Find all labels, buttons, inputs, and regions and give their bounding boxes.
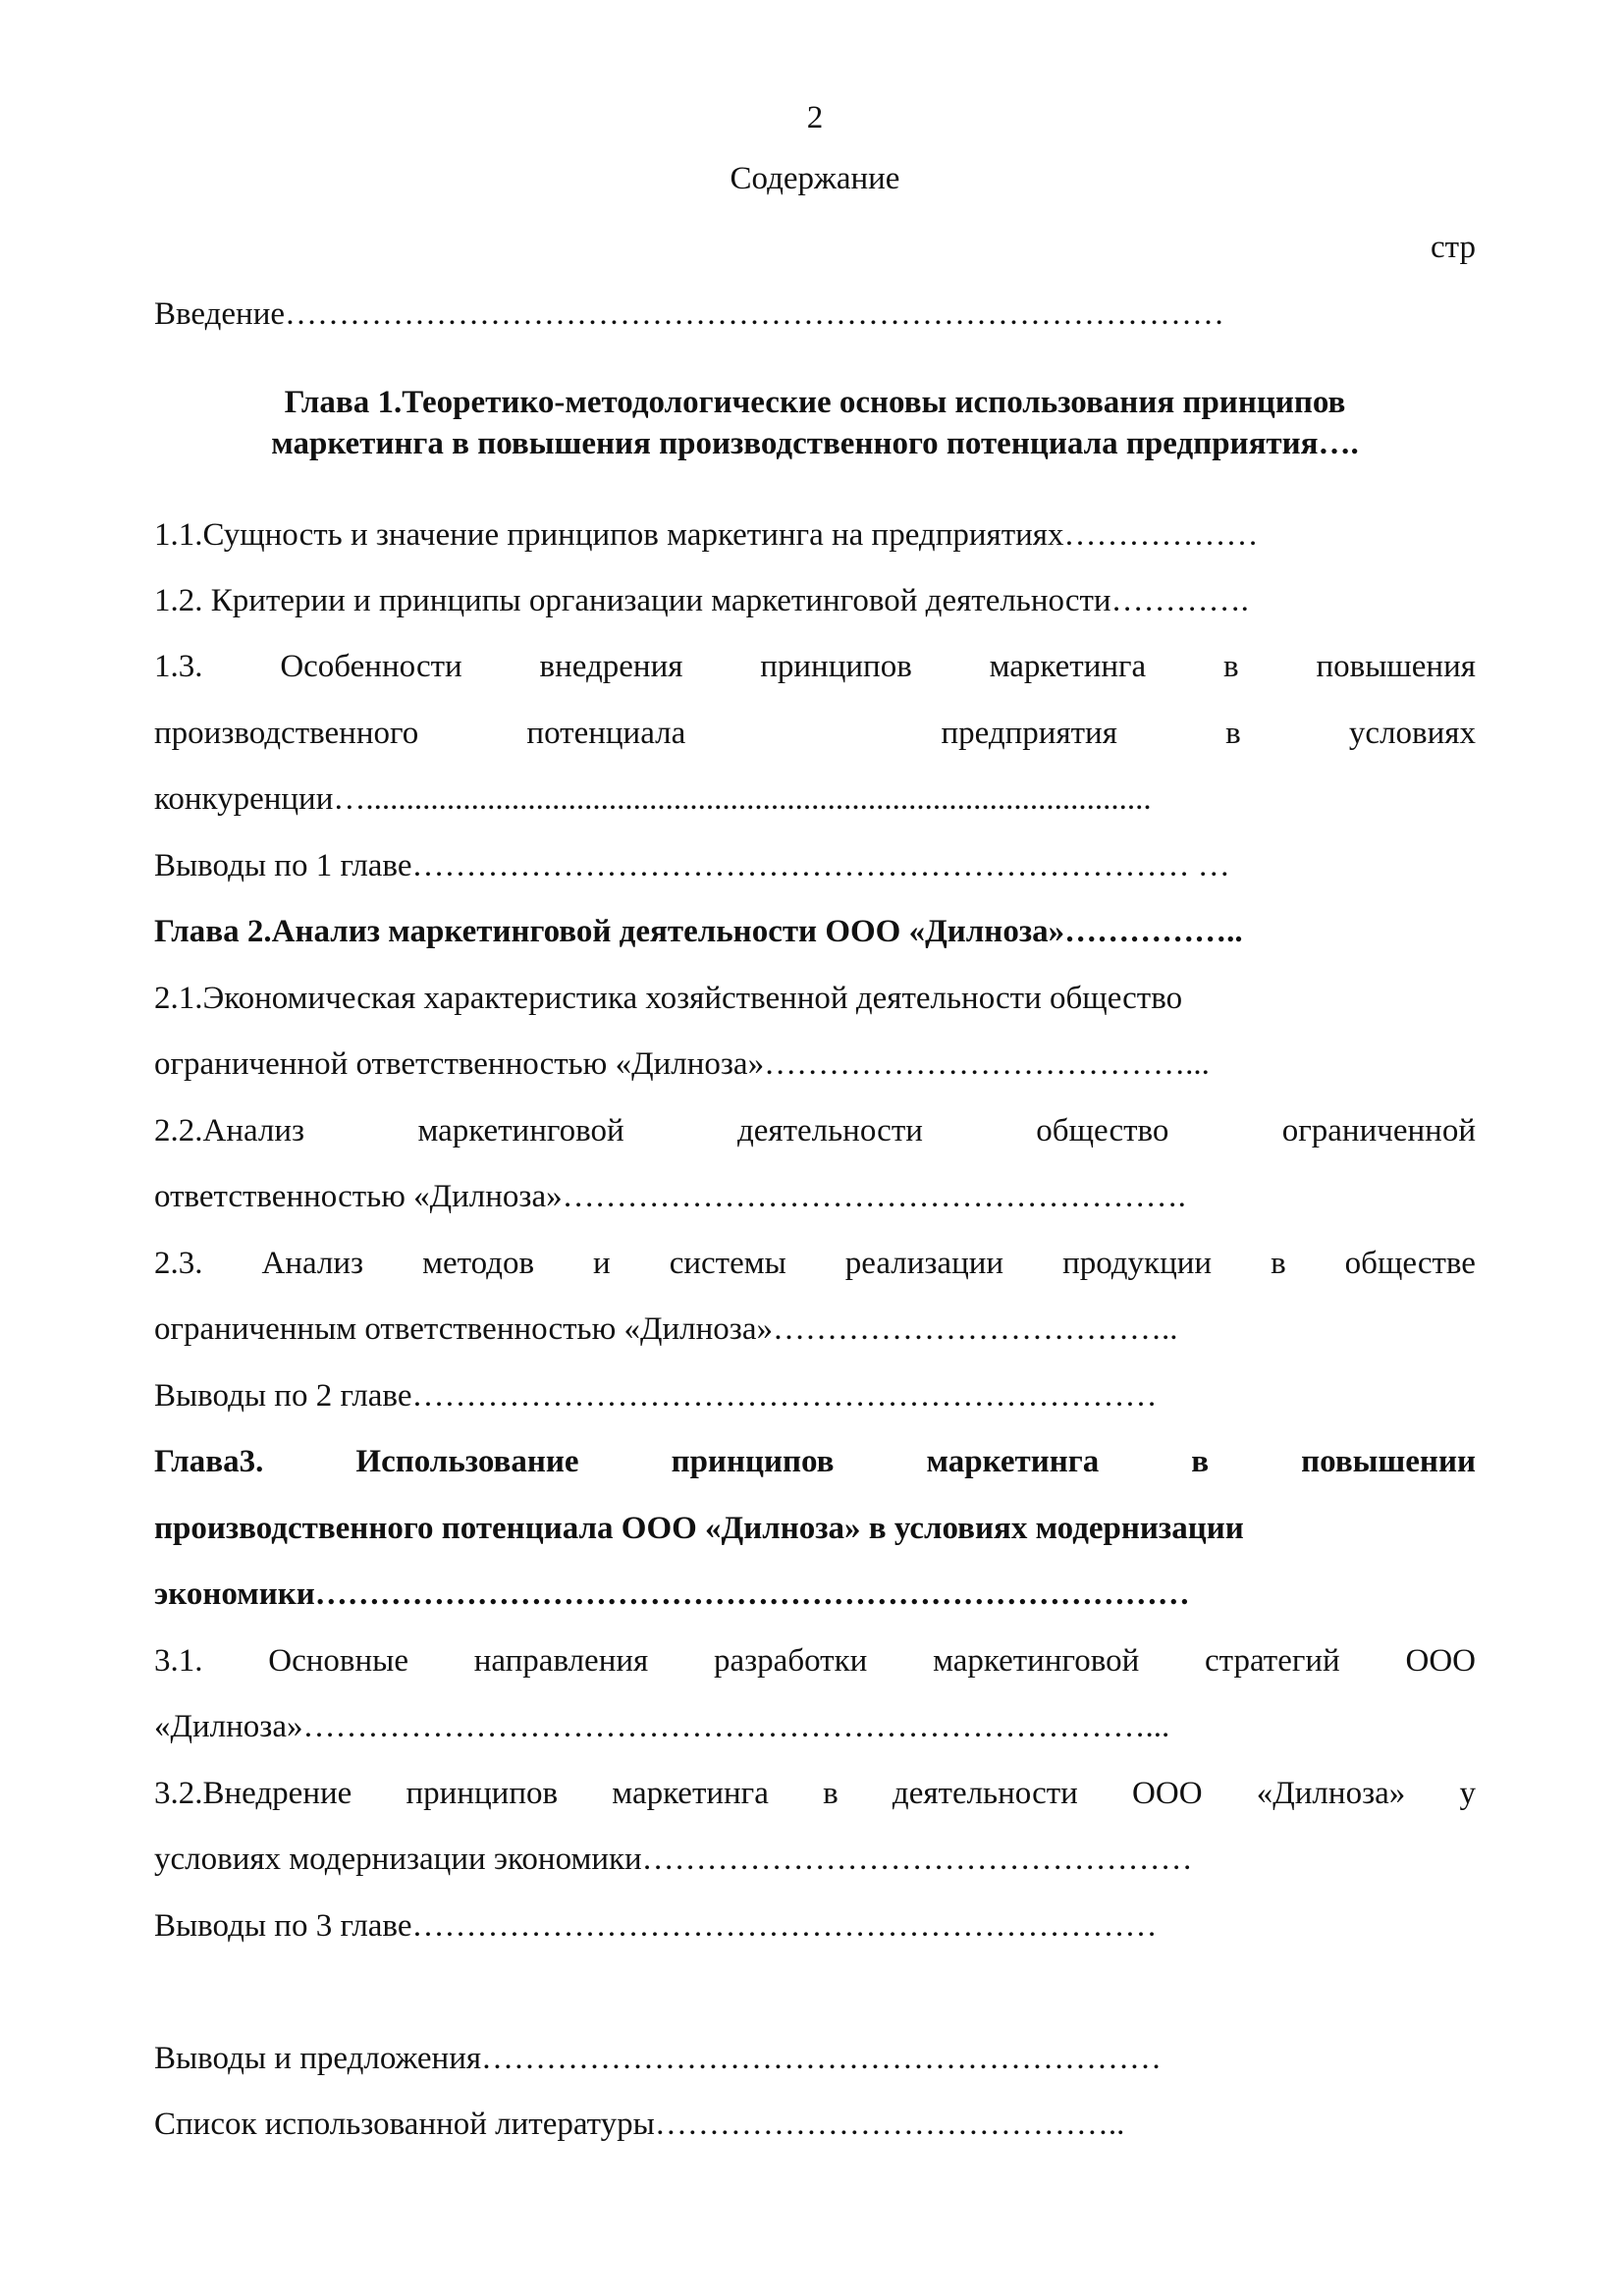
toc-section-2-3-line-2: ограниченным ответственностью «Дилноза»……………………………….. [154,1311,1178,1347]
toc-section-3-1-line-2: «Дилноза»……………………………………………………………………... [154,1709,1170,1744]
toc-word: 3.1. [154,1643,203,1679]
toc-word: и [593,1246,611,1281]
toc-word: Основные [268,1643,408,1679]
toc-word: в [1223,649,1239,684]
toc-word: в [1225,716,1241,751]
toc-word: маркетинга [989,649,1147,684]
toc-section-2-1-line-1: 2.1.Экономическая характеристика хозяйственной деятельности общество [154,981,1183,1016]
toc-word: в [823,1776,839,1811]
toc-section-2-1-line-2: ограниченной ответственностью «Дилноза»…………………………………... [154,1046,1210,1082]
toc-chapter-3-line-1 [154,1442,1476,1481]
toc-chapter-2: Глава 2.Анализ маркетинговой деятельности ООО «Дилноза»…………….. [154,914,1243,949]
toc-entry-references: Список использованной литературы…………………………………….. [154,2107,1125,2142]
toc-word: 1.3. [154,649,203,684]
toc-chapter-3-line-2: производственного потенциала ООО «Дилноза» в условиях модернизации [154,1511,1244,1546]
toc-chapter-1-line-2: маркетинга в повышения производственного потенциала предприятия…. [271,426,1359,461]
toc-word: ООО [1405,1643,1476,1679]
toc-conclusions-chapter-1: Выводы по 1 главе……………………………………………………………… … [154,848,1230,883]
page-column-label: стр [1431,230,1476,265]
toc-conclusions-chapter-2: Выводы по 2 главе…………………………………………………………… [154,1378,1158,1414]
page-number: 2 [806,100,824,135]
toc-word: Анализ [261,1246,364,1281]
toc-word: продукции [1062,1246,1213,1281]
toc-word: ООО [1132,1776,1203,1811]
toc-word: направления [473,1643,649,1679]
toc-word: условиях [1348,716,1476,751]
toc-word: принципов [406,1776,559,1811]
toc-word: деятельности [892,1776,1078,1811]
toc-word: принципов [760,649,912,684]
toc-chapter-3-line-3: экономики……………………………………………………………………… [154,1576,1190,1612]
toc-entry-conclusions-and-proposals: Выводы и предложения……………………………………………………… [154,2041,1163,2076]
toc-section-3-2-line-1 [154,1774,1476,1813]
toc-word: у [1459,1776,1476,1811]
toc-word: стратегий [1205,1643,1340,1679]
toc-word: 3.2.Внедрение [154,1776,352,1811]
toc-word: в [1271,1246,1286,1281]
toc-section-2-2-line-2: ответственностью «Дилноза»…………………………………………………. [154,1179,1186,1214]
toc-entry-introduction: Введение…………………………………………………………………………… [154,296,1225,332]
toc-word: общество [1036,1113,1169,1148]
toc-section-1-2: 1.2. Критерии и принципы организации маркетинговой деятельности…………. [154,583,1249,618]
toc-word: «Дилноза» [1256,1776,1406,1811]
toc-word: внедрения [539,649,683,684]
toc-section-1-3-line-1 [154,647,1476,686]
toc-title: Содержание [730,161,900,196]
toc-section-1-3-line-2 [154,714,1476,753]
toc-word: повышения [1316,649,1476,684]
toc-word: системы [669,1246,786,1281]
toc-word: повышении [1301,1444,1476,1479]
toc-word: деятельности [736,1113,923,1148]
toc-word: маркетинговой [933,1643,1140,1679]
toc-section-2-2-line-1 [154,1111,1476,1150]
toc-word: разработки [714,1643,868,1679]
toc-word: Использование [355,1444,579,1479]
toc-word: предприятия [941,716,1117,751]
toc-word: потенциала [526,716,686,751]
toc-word: 2.2.Анализ [154,1113,305,1148]
toc-section-3-1-line-1 [154,1641,1476,1681]
toc-word: реализации [844,1246,1004,1281]
toc-word: принципов [671,1444,835,1479]
toc-word: обществе [1344,1246,1476,1281]
toc-word: методов [422,1246,535,1281]
toc-word: Особенности [280,649,462,684]
toc-word: маркетинговой [417,1113,624,1148]
toc-word: маркетинга [612,1776,769,1811]
toc-word: производственного [154,716,419,751]
toc-section-1-3-line-3: конкуренции…................................................................................................. [154,781,1152,817]
toc-word: 2.3. [154,1246,203,1281]
toc-section-2-3-line-1 [154,1244,1476,1283]
toc-section-3-2-line-2: условиях модернизации экономики…………………………………………… [154,1842,1193,1877]
toc-word: в [1191,1444,1210,1479]
toc-chapter-1-line-1: Глава 1.Теоретико-методологические основы использования принципов [284,385,1346,420]
toc-word: ограниченной [1281,1113,1476,1148]
toc-word: Глава3. [154,1444,264,1479]
toc-word: маркетинга [926,1444,1100,1479]
toc-section-1-1: 1.1.Сущность и значение принципов маркетинга на предприятиях……………… [154,517,1259,553]
toc-conclusions-chapter-3: Выводы по 3 главе…………………………………………………………… [154,1908,1158,1944]
